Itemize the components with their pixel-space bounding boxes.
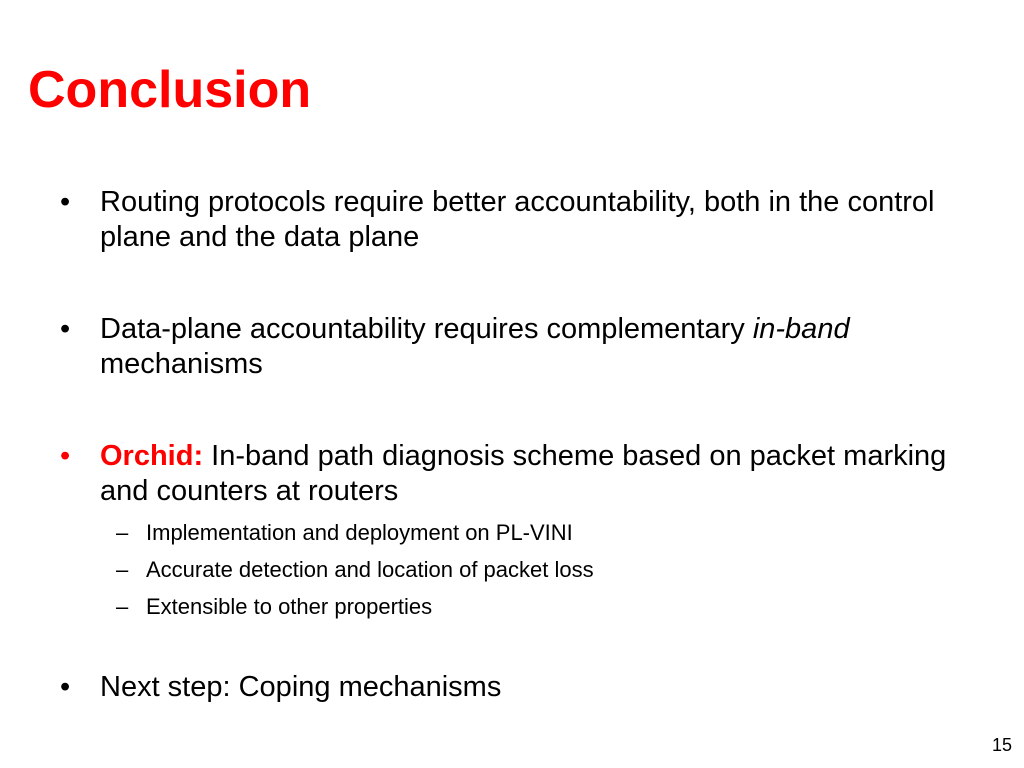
sub-item-text: Accurate detection and location of packet loss	[146, 557, 594, 582]
bullet-glyph: •	[60, 440, 71, 472]
sub-item-text: Extensible to other properties	[146, 594, 433, 619]
bullet-glyph: •	[60, 671, 71, 703]
page-number: 15	[991, 735, 1012, 755]
bullet-item-2	[60, 312, 960, 382]
bullet-glyph: •	[60, 313, 71, 345]
bullet-item-4	[60, 670, 960, 705]
dash-glyph: –	[116, 557, 129, 582]
bullet-item-3	[60, 439, 960, 509]
slide-title: Conclusion	[28, 61, 312, 119]
bullet-glyph: •	[60, 186, 71, 218]
bullet-text-part: In-band path diagnosis scheme based on packet marking and counters at routers	[100, 440, 947, 507]
sub-item-2	[116, 557, 916, 583]
bullet-item-1	[60, 185, 960, 255]
bullet-text-part: Data-plane accountability requires complementary	[100, 313, 753, 345]
bullet-lead-label: Orchid:	[100, 440, 204, 472]
dash-glyph: –	[116, 594, 129, 619]
bullet-text: Next step: Coping mechanisms	[100, 671, 502, 703]
sub-item-text: Implementation and deployment on PL-VINI	[146, 520, 573, 545]
bullet-text	[60, 439, 960, 509]
sub-item-3	[116, 594, 916, 620]
sub-item-1	[116, 520, 916, 546]
bullet-text: Routing protocols require better accountability, both in the control plane and the data plane	[100, 186, 935, 253]
dash-glyph: –	[116, 520, 129, 545]
bullet-text	[60, 312, 960, 382]
bullet-text-part: mechanisms	[100, 348, 263, 380]
bullet-emphasis: in-band	[752, 313, 850, 345]
